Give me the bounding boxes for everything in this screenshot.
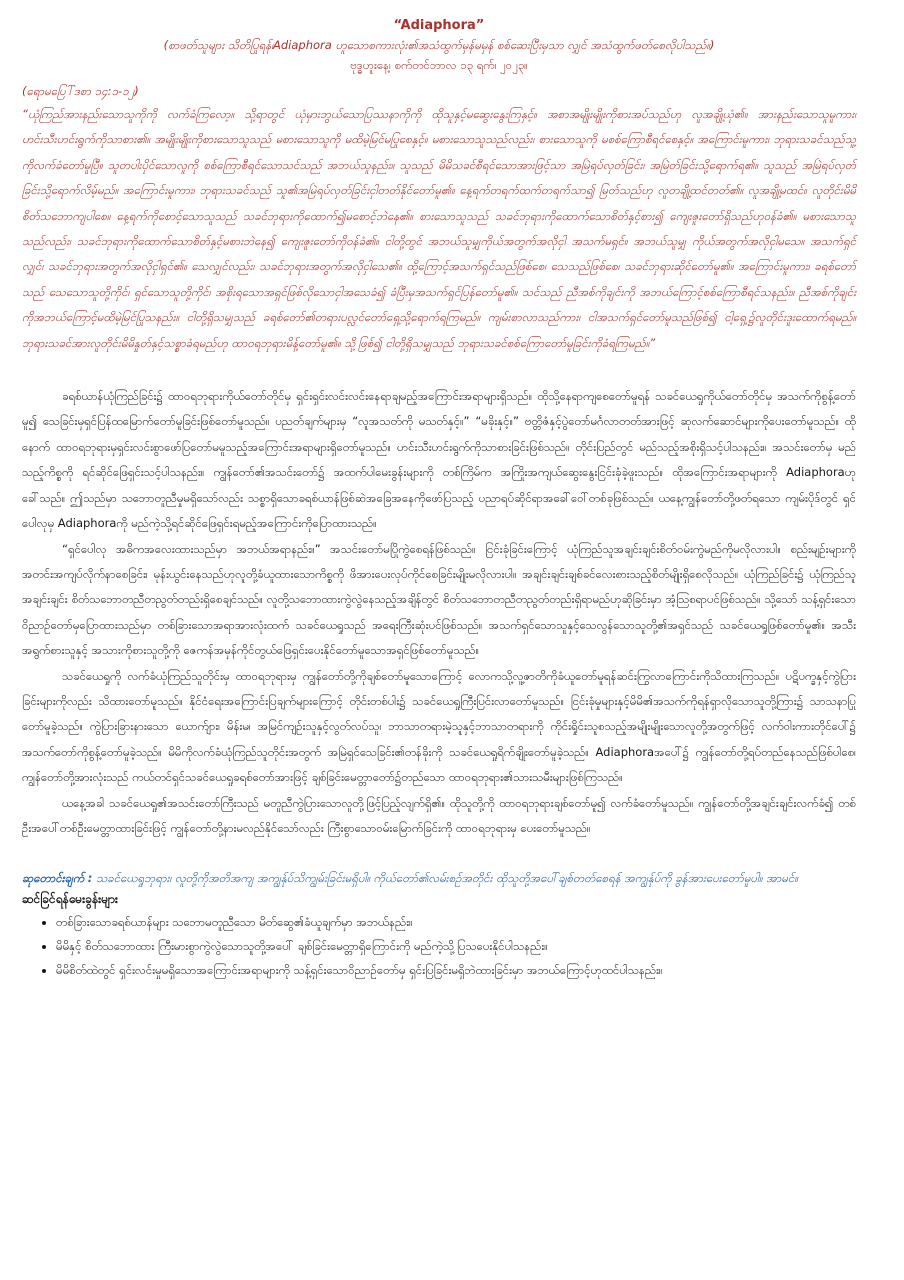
page-title: “Adiaphora” xyxy=(393,18,485,33)
section-spacer xyxy=(22,356,856,384)
body-paragraph: ယနေ့အခါ သခင်ယေရှု၏အသင်းတော်ကြီးသည် မတူညီကွဲပြားသောလူတို့ဖြင့်ပြည့်လျက်ရှိ၏။ ထိုသူတို့ကို ထာဝရဘုရားချစ်တော်မူ၍ လက်ခံတော်မူသည်။ ကျွန်တော်တို့အချင်းချင်းလက်ခံ၍ တစ်ဦးအပေါ်တစ်ဦးမေတ္တာထားခြင်းဖြင့် ကျွန်တော်တို့နားမလည်နိုင်သော်လည်း ကြီးစွာသောဝမ်းမြောက်ခြင်းကို ထာဝရဘုရားမှ ပေးတော်မူသည်။ xyxy=(22,795,856,835)
scripture-passage: “ယုံကြည်အားနည်းသောသူကိုကို လက်ခံကြလော့။ သို့ရာတွင် ယုံမှားဘွယ်သောပြဿနာကိုကို ထိုသူနှင့်မဆွေးနွေးကြနှင့်။ အစာအမျိုးမျိုးကိုစားအပ်သည်ဟု လူအချို့ယုံ၏။ အားနည်းသောသူမူကား၊ ဟင်းသီးဟင်းရွက်ကိုသာစား၏။ အမျိုးမျိုးကိုစားသောသူသည် မစားသောသူကို မထိမဲ့မြင်မပြုစေနှင့်။ မစားသောသူသည်လည်း၊ စားသောသူကို မစစ်ကြောစီရင်စေနှင့်။ အကြောင်းမူကား၊ ဘုရားသခင်သည်သူ့ကိုလက်ခံတော်မူပြီ။ သူတပါးပိုင်သောလူကို စစ်ကြောစီရင်သောသင်သည် အဘယ်သူနည်း။ သူသည် မိမိသခင်စီရင်သောအားဖြင့်သာ အမြဲရပ်လှတ်ခြင်း၊ အမြဲတ်ခြင်းသို့ရောက်ရ၏။ သူသည် အမြဲရပ်လှတ်ခြင်းသို့ရောက်လိမ့်မည်။ အကြောင်းမူကား၊ ဘုရားသခင်သည် သူ၏အမြဲရပ်လှတ်ခြင်းငှါတတ်နိုင်တော်မူ၏။ နေ့ရက်တရက်ထက်တရက်သာ၍ မြတ်သည်ဟု လူတချို့ထင်တတ်၏။ လူအချို့မထင်။ လူတိုင်းမိမိစိတ်သဘောကျပါစေ။ နေ့ရက်ကိုစောင့်သောသူသည် သခင်ဘုရားကိုထောက်၍မစောင့်ဘဲနေ၏။ စားသောသူသည် သခင်ဘုရားကိုထောက်သောစိတ်နှင့်စား၍ ကျေးဇူးတော်ရှိသည်ဟုဝန်ခံ၏။ မစားသောသူသည်လည်း၊ သခင်ဘုရားကိုထောက်သောစိတ်နှင့်မစားဘဲနေ၍ ကျေးဇူးတော်ကိုဝန်ခံ၏။ ငါတို့တွင် အဘယ်သူမျှကိုယ်အတွက်အလိုငှါ အသက်မရှင်။ အဘယ်သူမျှ ကိုယ်အတွက်အလိုငှါမသေ။ အသက်ရှင်လျှင်၊ သခင်ဘုရားအတွက်အလိုငှါရှင်၏။ သေလျှင်လည်း၊ သခင်ဘုရားအတွက်အလိုငှါသေ၏။ ထို့ကြောင့်အသက်ရှင်သည်ဖြစ်စေ၊ သေသည်ဖြစ်စေ၊ သခင်ဘုရားဆိုင်တော်မူ၏။ အကြောင်းမူကား၊ ခရစ်တော်သည် သေသောသူတို့ကိုင်၊ ရှင်သောသူတို့ကိုင်၊ အစိုးရသောအရှင်ဖြစ်လိုသောငှါအသေခံ၍ ခံပြီးမှအသက်ရှင်ပြန်တော်မူ၏။ သင်သည် ညီအစ်ကိုချင်းကို အဘယ်ကြောင့်စစ်ကြောစီရင်သနည်း။ ညီအစ်ကိုချင်းကိုအဘယ်ကြောင့်မထိမဲ့မြင်ပြုသနည်း။ ငါတို့ရှိသမျှသည် ခရစ်တော်၏တရားပလ္လင်တော်ရှေ့သို့ရောက်ရကြမည်။ ကျမ်းစာလာသည်ကား၊ ငါအသက်ရှင်တော်မူသည်ဖြစ်၍ ငါ့ရှေ့၌လူတိုင်းဒူးထောက်ရမည်။ ဘုရားသခင်အားလူတိုင်းမိမိနှုတ်နှင့်သစ္စာခံရမည်ဟု ထာဝရဘုရားမိန့်တော်မူ၏။ သို့ဖြစ်၍ ငါတို့ရှိသမျှသည် ဘုရားသခင်စစ်ကြောတော်မူခြင်းကိုခံရကြမည်။” xyxy=(22,107,856,350)
prayer-section xyxy=(22,867,856,889)
body-paragraph: သခင်ယေရှုကို လက်ခံယုံကြည်သူတိုင်းမှ ထာဝရဘုရားမှ ကျွန်တော်တို့ကိုချစ်တော်မူသောကြောင့် လောကသို့လူ့ဇာတိကိုခံယူတော်မူရန်ဆင်းကြွလာကြောင်းကိုသိထားကြသည်။ ပဋိပက္ခနှင့်ကွဲပြားခြင်းများကိုလည်း သိထားတော်မူသည်။ နိုင်ငံရေးအကြောင်းပြချက်များကြောင့် တိုင်းတစ်ပါး၌ သခင်ယေရှုကြီးပြင်းလာတော်မူသည်။ ငြင်းခုံမှုများနှင့်မိမိ၏အသက်ကိုရန်ရှာလိုသောသူတို့ကြား၌ သာသနာပြုတော်မူခဲ့သည်။ ကွဲပြားခြားနားသော ယောက်ျား၊ မိန်းမ၊ အမြင်ကျဉ်းသူနှင့်လွတ်လပ်သူ၊ ဘာသာတရားမဲ့သူနှင့်ဘာသာတရားကို ကိုင်းရှိုင်းသူစသည့်အမျိုးမျိုးသောလူတို့အတွက်ဖြင့် လက်ဝါးကားတိုင်ပေါ်၌ အသက်တော်ကိုစွန့်တော်မူခဲ့သည်။ မိမိကိုလက်ခံယုံကြည်သူတိုင်းအတွက် အမြဲရှင်သေခြင်း၏တန်ခိုးကို သခင်ယေရှုရိက်ချိုးတော်မူခဲ့သည်။ Adiaphoraအပေါ်၌ ကျွန်တော်တို့ရပ်တည်နေသည်ဖြစ်ပါစေ၊ ကျွန်တော်တို့အားလုံးသည် ကယ်တင်ရှင်သခင်ယေရှုခရစ်တော်အားဖြင့် ချစ်ခြင်းမေတ္တာတော်၌တည်သော ထာဝရဘုရား၏သားသမီးများဖြစ်ကြသည်။ xyxy=(22,668,856,785)
questions-heading: ဆင်ခြင်ရန်မေးခွန်းများ xyxy=(22,892,118,907)
body-paragraph: ခရစ်ယာန်ယုံကြည်ခြင်း၌ ထာဝရဘုရားကိုယ်တော်တိုင်မှ ရှင်းရှင်းလင်းလင်းနေရာချမည့်အကြောင်းအရာများရှိသည်။ ထိုသို့နေရာကျစေတော်မူရန် သခင်ယေရှုကိုယ်တော်တိုင်မှ အသက်ကိုစွန့်တော်မူ၍ သေခြင်းမှရှင်ပြန်ထမြောက်တော်မူခြင်းဖြစ်တော်မူသည်။ ပညတ်ချက်များမှ “လူအသတ်ကို မသတ်နှင့်။” “မခိုးနှင့်။” ဗတ္တိဇံနှင့်ပွဲတော်မင်္ဂလာတတ်အားဖြင့် ဆုလက်ဆောင်များကိုပေးတော်မူသည်။ ထိုနောက် ထာဝရဘုရားမှရှင်းလင်းစွာဖော်ပြတော်မမူသည့်အကြောင်းအရာများရှိတော်မူသည်။ ဟင်းသီးဟင်းရွက်ကိုသာစားခြင်းဖြစ်သည်။ တိုင်းပြည်တွင် မည်သည့်အစိုးရှိသင့်ပါသနည်း။ အသင်းတော်မှ မည်သည့်ကိစ္စကို ရင်ဆိုင်ဖြေရှင်းသင့်ပါသနည်း။ ကျွန်တော်၏အသင်းတော်၌ အထက်ပါမေးခွန်းများကို တစ်ကြိမ်က အကြိုးအကျယ်ဆွေးနွေးငြင်းခုံခဲ့ဖူးသည်။ ထိုအကြောင်းအရာများကို Adiaphoraဟုခေါ်သည်။ ဤသည်မှာ သဘောတူညီမှုမရှိသော်လည်း သစ္စာရှိသောခရစ်ယာန်ဖြစ်ဆဲအခြေအနေကိုဖော်ပြသည့် ပညာရပ်ဆိုင်ရာအခေါ်ဝေါ်တစ်ခုဖြစ်သည်။ ယနေ့ကျွန်တော်တို့ဖတ်ရသော ကျမ်းပိုဒ်တွင် ရှင်ပေါလုမှ Adiaphoraကို မည်ကဲ့သို့ရင်ဆိုင်ဖြေရှင်းရမည့်အကြောင်းကိုပြောထားသည်။ xyxy=(22,389,856,531)
list-item: • တစ်ခြားသောခရစ်ယာန်များ သဘောမတူညီသော မိတ်ဆွေ၏ခံယူချက်မှာ အဘယ်နည်း။ xyxy=(56,911,856,933)
prayer-text: သခင်ယေရှုဘုရား၊ လူတို့ကိုအတိအကျ အကျွန်ုပ်သိကျွမ်းခြင်းမရှိပါ။ ကိုယ်တော်၏လမ်းစဉ်အတိုင်း ထိုသူတို့အပေါ်ချစ်တတ်စေရန် အကျွန်ုပ်ကို ခွန်အားပေးတော်မူပါ။ အာမင်။ xyxy=(96,871,798,886)
prayer-label: ဆုတောင်းချက် xyxy=(22,871,85,886)
date-line: ဗုဒ္ဓဟူးနေ့၊ စက်တင်ဘာလ ၁၃ ရက်၊ ၂၀၂၃။ xyxy=(350,58,528,72)
pronunciation-note: (စာဖတ်သူများ သိတိပြုရန်၊Adiaphora ဟူသောစကားလုံး၏အသံထွက်မှန်မမှန် စစ်ဆေးပြီးမှသာ လျှင် အသံထွက်ဖတ်စေလိုပါသည်။) xyxy=(163,38,715,52)
body-paragraph: “ရှင်ပေါလု အဓိကအလေးထားသည်မှာ အဘယ်အရာနည်း။” အသင်းတော်မပြိုကွဲစေရန်ဖြစ်သည်။ ငြင်းခုံခြင်းကြောင့် ယုံကြည်သူအချင်းချင်းစိတ်ဝမ်းကွဲမည်ကိုမလိုလားပါ။ စည်းမျဉ်းများကိုအတင်းအကျပ်လိုက်နာစေခြင်း၊ မုန်းယွင်းနေသည်ဟုလူတို့ခံယူထားသောကိစ္စကို ဖိအားပေးလုပ်ကိုင်စေခြင်းမျိုးမလိုလားပါ။ အချင်းချင်းချစ်ခင်လေးစားသည့်စိတ်မျိုးရှိစေလိုသည်။ ယုံကြည်ခြင်း၌ ယုံကြည်သူအချင်းချင်း စိတ်သဘောတညီတညွတ်တည်းရှိစေချင်သည်။ လူတို့သဘောထားကွဲလွဲနေသည့်အချိန်တွင် စိတ်သဘောတညီတညွတ်တည်းရှိရာမည်ဟုဆိုခြင်းမှာ အံ့သြစရာပင်ဖြစ်သည်။ သို့သော် သန့်ရှင်းသောဝိညာဉ်တော်မှပြောထားသည်မှာ တစ်ခြားသောအရာအားလုံးထက် သခင်ယေရှုသည် အရေးကြီးဆုံးပင်ဖြစ်သည်။ အသက်ရှင်သောသူနှင့်သေလွန်သောသူတို့၏အရှင်သည် သခင်ယေရှုဖြစ်တော်မူ၏။ အသီးအရွက်စားသူနှင့် အသားကိုစားသူတို့ကို ဇေကန်အမှန်ကိုင်တွယ်ဖြေရှင်းပေးနိုင်တော်မူသောအရှင်ဖြစ်တော်မူသည်။ xyxy=(22,541,856,658)
list-item: • မိမိနှင့် စိတ်သဘောထား ကြီးမားစွာကွဲလွဲသောသူတို့အပေါ် ချစ်ခြင်းမေတ္တာရှိကြောင်းကို မည်ကဲ့သို့ပြသပေးနိုင်ပါသနည်း။ xyxy=(56,935,856,957)
list-item: • မိမိစိတ်ထဲတွင် ရှင်းလင်းမှုမရှိသောအကြောင်းအရာများကို သန့်ရှင်းသောဝိညာဉ်တော်မှ ရှင်းပြခြင်းမရှိဘဲထားခြင်းမှာ အဘယ်ကြောင့်ဟုထင်ပါသနည်း။ xyxy=(56,959,856,981)
questions-list xyxy=(22,911,856,981)
prayer-separator: : xyxy=(87,871,93,886)
scripture-reference: (ရောမပြေါ်ဒစာ ၁၄:၁-၁၂) xyxy=(22,84,139,98)
